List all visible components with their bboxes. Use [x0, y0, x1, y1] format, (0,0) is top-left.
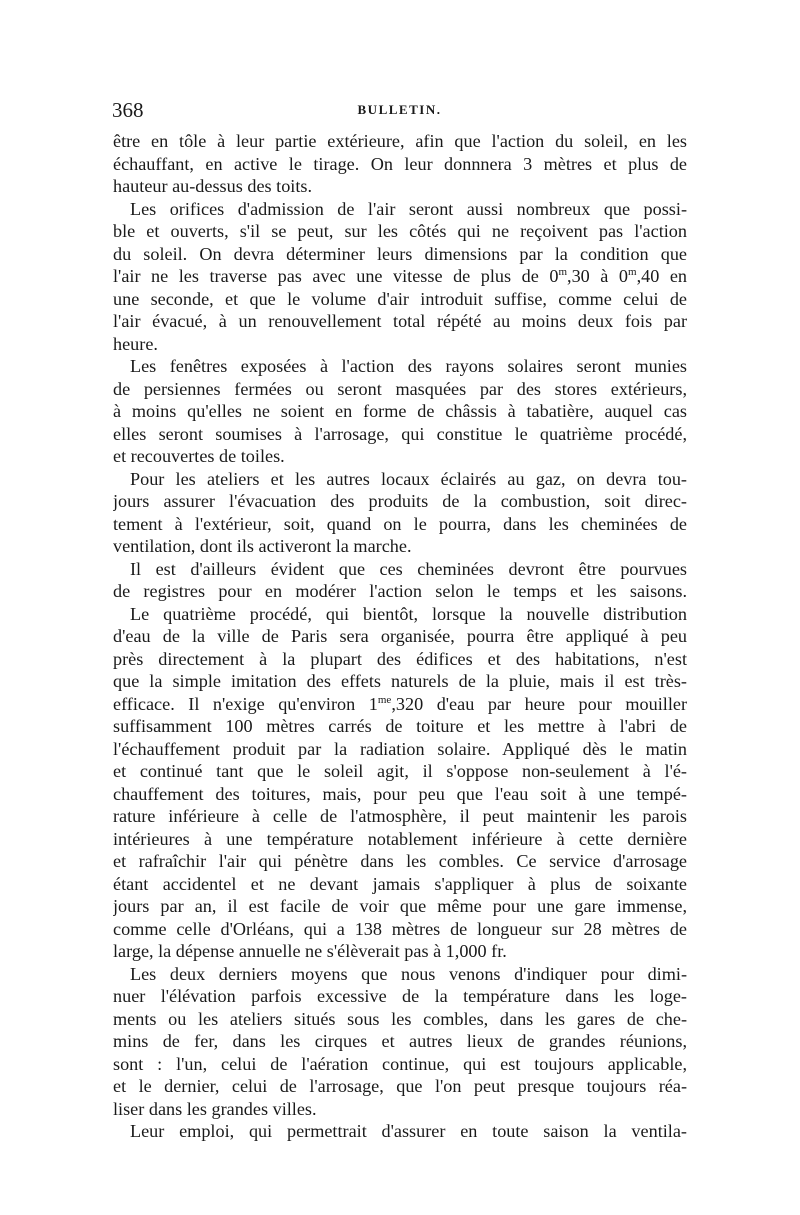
text-line: ventilation, dont ils activeront la marche. [113, 536, 412, 556]
text-line: Le quatrième procédé, qui bientôt, lorsque la nouvelle distribution [130, 603, 687, 624]
text-line: de persiennes fermées ou seront masquées par des stores extérieurs, [113, 378, 687, 399]
text-line: Pour les ateliers et les autres locaux éclairés au gaz, on devra tou- [130, 468, 687, 489]
text-line: l'air ne les traverse pas avec une vitesse de plus de 0$^m$,30 à 0$^m$,40 en [113, 265, 687, 286]
text-line: étant accidentel et ne devant jamais s'appliquer à plus de soixante [113, 873, 687, 894]
text-line: d'eau de la ville de Paris sera organisée, pourra être appliqué à peu [113, 626, 687, 646]
text-line: l'air évacué, à un renouvellement total répété au moins deux fois par [113, 311, 687, 331]
text-line: large, la dépense annuelle ne s'élèverait pas à 1,000 fr. [113, 941, 507, 961]
text-line: être en tôle à leur partie extérieure, afin que l'action du soleil, en les [113, 131, 687, 151]
text-line: jours assurer l'évacuation des produits de la combustion, soit direc- [113, 491, 687, 511]
text-line: liser dans les grandes villes. [113, 1098, 317, 1119]
text-line: chauffement des toitures, mais, pour peu que l'eau soit à une tempé- [113, 783, 687, 804]
text-line: et le dernier, celui de l'arrosage, que l'on peut presque toujours réa- [113, 1076, 687, 1096]
text-line: comme celle d'Orléans, qui a 138 mètres de longueur sur 28 mètres de [113, 918, 687, 939]
text-line: Il est d'ailleurs évident que ces cheminées devront être pourvues [130, 558, 687, 579]
text-line: mins de fer, dans les cirques et autres lieux de grandes réunions, [113, 1031, 687, 1051]
text-line: efficace. Il n'exige qu'environ $1^{me},320$ d'eau par heure pour mouiller [113, 693, 687, 714]
text-line: elles seront soumises à l'arrosage, qui constitue le quatrième procédé, [113, 423, 687, 444]
text-line: à moins qu'elles ne soient en forme de châssis à tabatière, auquel cas [113, 401, 687, 421]
text-line: Les deux derniers moyens que nous venons d'indiquer pour dimi- [130, 963, 687, 984]
text-line: l'échauffement produit par la radiation solaire. Appliqué dès le matin [113, 738, 687, 759]
text-line: nuer l'élévation parfois excessive de la température dans les loge- [113, 986, 687, 1006]
text-line: du soleil. On devra déterminer leurs dimensions par la condition que [113, 243, 687, 264]
page-header [112, 98, 687, 124]
text-line: heure. [113, 333, 158, 354]
text-line: échauffant, en active le tirage. On leur donnnera 3 mètres et plus de [113, 153, 687, 174]
text-line: près directement à la plupart des édifices et des habitations, n'est [113, 648, 687, 669]
text-line: Leur emploi, qui permettrait d'assurer en toute saison la ventila- [130, 1121, 687, 1141]
text-line: sont : l'un, celui de l'aération continue, qui est toujours applicable, [113, 1053, 687, 1074]
text-line: et continué tant que le soleil agit, il s'oppose non-seulement à l'é- [113, 761, 687, 781]
text-line: tement à l'extérieur, soit, quand on le pourra, dans les cheminées de [113, 513, 687, 534]
text-line: intérieures à une température notablement inférieure à cette dernière [113, 828, 687, 849]
text-line: hauteur au-dessus des toits. [113, 176, 313, 196]
text-line: que la simple imitation des effets naturels de la pluie, mais il est très- [113, 671, 687, 691]
text-line: de registres pour en modérer l'action selon le temps et les saisons. [113, 581, 687, 601]
text-line: et recouvertes de toiles. [113, 446, 285, 466]
text-line: suffisamment 100 mètres carrés de toiture et les mettre à l'abri de [113, 716, 687, 736]
text-line: et rafraîchir l'air qui pénètre dans les combles. Ce service d'arrosage [113, 851, 687, 871]
page-number: 368 [112, 98, 144, 122]
text-line: rature inférieure à celle de l'atmosphère, il peut maintenir les parois [113, 806, 687, 826]
text-line: ble et ouverts, s'il se peut, sur les côtés qui ne reçoivent pas l'action [113, 221, 687, 241]
text-line: ments ou les ateliers situés sous les combles, dans les gares de che- [113, 1008, 687, 1029]
text-line: une seconde, et que le volume d'air introduit suffise, comme celui de [113, 288, 687, 309]
text-line: jours par an, il est facile de voir que même pour une gare immense, [113, 896, 687, 916]
text-line: Les orifices d'admission de l'air seront aussi nombreux que possi- [130, 198, 687, 219]
running-head: BULLETIN. [357, 102, 442, 117]
text-line: Les fenêtres exposées à l'action des rayons solaires seront munies [130, 356, 687, 376]
body-text [113, 130, 687, 1143]
